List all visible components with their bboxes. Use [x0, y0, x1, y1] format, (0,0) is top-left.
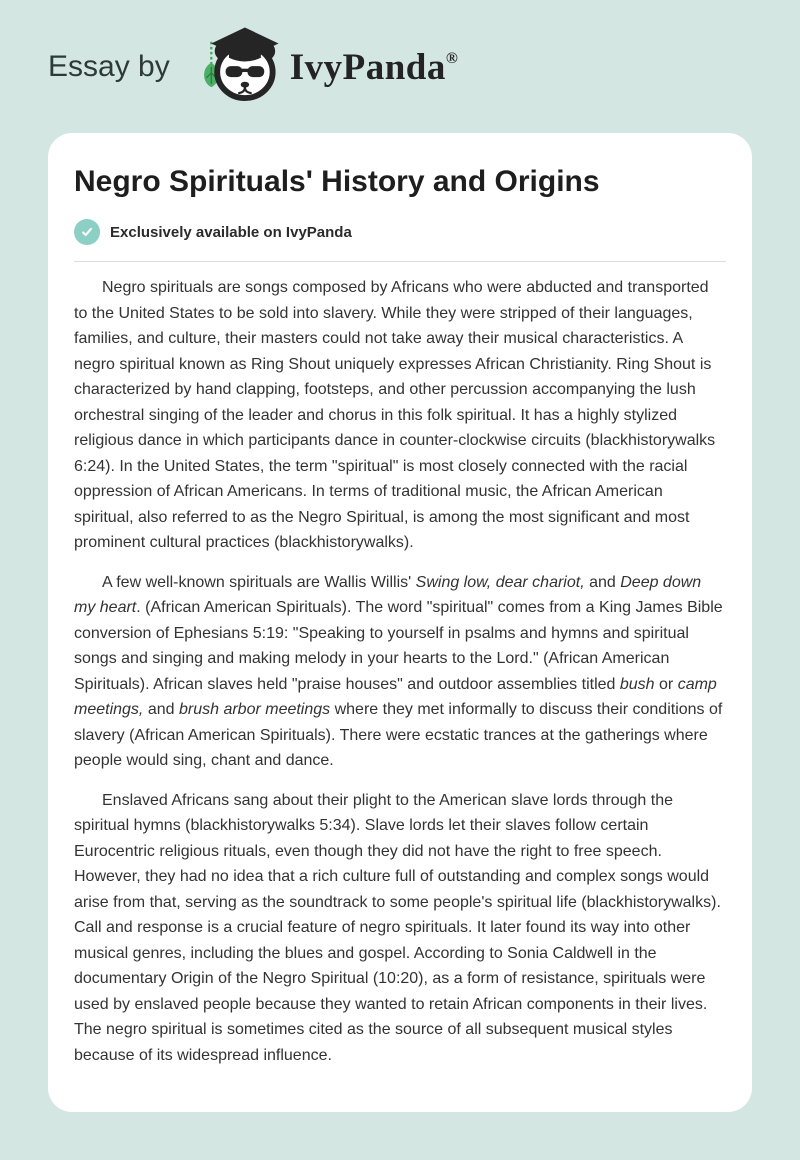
page-header	[0, 0, 800, 108]
brand-name: IvyPanda®	[289, 46, 459, 88]
essay-paragraph: Negro spirituals are songs composed by Africans who were abducted and transported to the United States to be sold into slavery. While they were stripped of their languages, families, and culture, their masters could not take away their musical characteristics. A negro spiritual known as Ring Shout uniquely expresses African Christianity. Ring Shout is characterized by hand clapping, footsteps, and other percussion accompanying the lush orchestral singing of the leader and chorus in this folk spiritual. It has a highly stylized religious dance in which participants dance in counter-clockwise circuits (blackhistorywalks 6:24). In the United States, the term "spiritual" is most closely connected with the racial oppression of African Americans. In terms of traditional music, the African American spiritual, also referred to as the Negro Spiritual, is among the most significant and most prominent cultural practices (blackhistorywalks).	[74, 279, 716, 551]
exclusive-badge-label: Exclusively available on IvyPanda	[110, 223, 352, 241]
page-title: Negro Spirituals' History and Origins	[74, 165, 600, 198]
registered-mark: ®	[445, 49, 459, 67]
essay-card	[48, 133, 752, 1112]
exclusive-badge	[74, 219, 726, 245]
essay-paragraph: A few well-known spirituals are Wallis Willis' Swing low, dear chariot, and Deep down my heart. (African American Spirituals). The word "spiritual" comes from a King James Bible conversion of Ephesians 5:19: "Speaking to yourself in psalms and hymns and spiritual songs and singing and making melody in your hearts to the Lord." (African American Spirituals). African slaves held "praise houses" and outdoor assemblies titled bush or camp meetings, and brush arbor meetings where they met informally to discuss their conditions of slavery (African American Spirituals). There were ecstatic trances at the gatherings where people would sing, chant and dance.	[74, 573, 723, 769]
panda-graduate-icon	[186, 25, 282, 109]
essay-paragraph: Enslaved Africans sang about their plight to the American slave lords through the spiritual hymns (blackhistorywalks 5:34). Slave lords let their slaves follow certain Eurocentric religious rituals, even though they did not have the right to free speech. However, they had no idea that a rich culture full of outstanding and complex songs would arise from that, serving as the soundtrack to some people's spiritual life (blackhistorywalks). Call and response is a crucial feature of negro spirituals. It later found its way into other musical genres, including the blues and gospel. According to Sonia Caldwell in the documentary Origin of the Negro Spiritual (10:20), as a form of resistance, spirituals were used by enslaved people because they wanted to retain African components in their lives. The negro spiritual is sometimes cited as the source of all subsequent musical styles because of its widespread influence.	[74, 791, 721, 1064]
divider	[74, 261, 726, 262]
essay-body	[74, 275, 726, 1068]
check-icon	[74, 219, 100, 245]
essay-by-label: Essay by	[48, 50, 170, 83]
